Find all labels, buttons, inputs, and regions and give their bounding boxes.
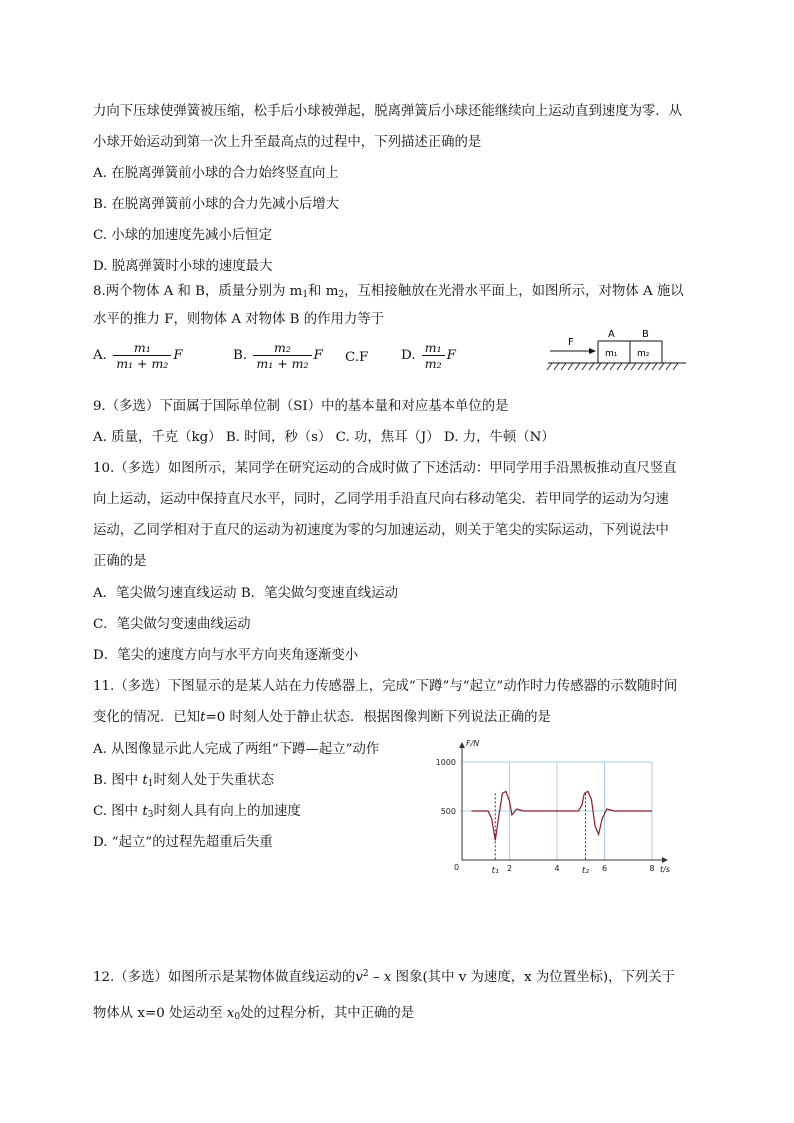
x-axis-arrow: [662, 857, 668, 863]
fraction-numerator: m₁: [422, 340, 445, 356]
q11-option-c-a: C. 图中: [93, 804, 143, 819]
y-tick-label: 1000: [435, 758, 456, 767]
q8-sub2: 2: [338, 290, 345, 300]
q11-option-c: [93, 803, 301, 824]
hatch-mark: [631, 363, 636, 370]
hatch-mark: [589, 363, 594, 370]
diagram-label-a: A: [608, 329, 615, 340]
q11-text-b: =0 时刻人处于静止状态．根据图像判断下列说法正确的是: [205, 710, 551, 725]
hatch-mark: [673, 363, 678, 370]
hatch-mark: [638, 363, 643, 370]
q8-option-d-fraction: [422, 340, 445, 371]
q11-option-c-b: 时刻人具有向上的加速度: [153, 804, 301, 819]
fraction-denominator: m₁ + m₂: [256, 356, 309, 371]
q12-text-line2: [93, 1005, 414, 1026]
q7-option-d: D. 脱离弹簧时小球的速度最大: [93, 259, 273, 274]
q8-option-a: [93, 340, 183, 371]
q8-text-a: 8.两个物体 A 和 B，质量分别为 m: [93, 284, 303, 299]
q10-options-ab: A．笔尖做匀速直线运动 B．笔尖做匀变速直线运动: [93, 586, 398, 601]
block-a-label: m₁: [605, 349, 618, 359]
q11-option-b-a: B. 图中: [93, 773, 143, 788]
q11-t-symbol: t: [200, 710, 206, 725]
q7-text-line1: 力向下压球使弹簧被压缩，松手后小球被弹起，脱离弹簧后小球还能继续向上运动直到速度为零．从: [93, 104, 683, 119]
chart-tick-labels: [436, 739, 670, 874]
q12-text-d: 处的过程分析，其中正确的是: [240, 1006, 415, 1021]
chart-series: [472, 791, 653, 840]
hatch-mark: [561, 363, 566, 370]
q7-option-a: A. 在脱离弹簧前小球的合力始终竖直向上: [93, 166, 339, 181]
diagram-force-label: F: [568, 337, 574, 348]
x-tick-label: 2: [506, 864, 513, 873]
hatch-mark: [547, 363, 552, 370]
q12-text-b: 图象(其中 v 为速度，x 为位置坐标)，下列关于: [391, 970, 676, 985]
q12-text-a: 12.（多选）如图所示是某物体做直线运动的: [93, 970, 356, 985]
ground-hatching: [547, 363, 678, 370]
q10-text-line2: 向上运动，运动中保持直尺水平，同时，乙同学用手沿直尺向右移动笔尖．若甲同学的运动为匀速: [93, 492, 669, 507]
annotation-label: t₂: [581, 866, 590, 876]
hatch-mark: [659, 363, 664, 370]
hatch-mark: [645, 363, 650, 370]
q12-text-line1: [93, 965, 675, 987]
q10-option-c: C．笔尖做匀变速曲线运动: [93, 617, 251, 632]
q12-x0-symbol: x: [226, 1006, 235, 1021]
q12-x-symbol: x: [383, 970, 392, 985]
annotation-label: t₁: [491, 866, 499, 876]
force-time-chart: [420, 730, 682, 880]
diagram-label-b: B: [642, 329, 649, 340]
q8-option-b-label: B.: [233, 348, 248, 363]
series-line: [472, 791, 653, 840]
hatch-mark: [666, 363, 671, 370]
q8-sub1: 1: [302, 290, 309, 300]
q9-options: A. 质量，千克（kg） B. 时间，秒（s） C. 功，焦耳（J） D. 力，牛顿（N）: [93, 430, 555, 445]
hatch-mark: [603, 363, 608, 370]
q12-v-sup: 2: [362, 969, 369, 979]
q8-option-d-label: D.: [401, 348, 416, 363]
q8-option-d: [401, 340, 456, 371]
q8-option-b: [233, 340, 323, 371]
hatch-mark: [652, 363, 657, 370]
q8-option-a-label: A.: [93, 348, 107, 363]
q8-option-b-fraction: [253, 340, 311, 371]
q8-option-c: C.F: [345, 350, 369, 365]
hatch-mark: [554, 363, 559, 370]
q7-option-c: C. 小球的加速度先减小后恒定: [93, 228, 272, 243]
q8-text-line1: [93, 283, 684, 304]
q11-option-b-sub: 1: [147, 779, 154, 789]
hatch-mark: [575, 363, 580, 370]
block-b-label: m₂: [637, 349, 650, 359]
fraction-denominator: m₂: [424, 356, 442, 371]
hatch-mark: [582, 363, 587, 370]
q11-text-line1: 11.（多选）下图显示的是某人站在力传感器上，完成“下蹲”与“起立”动作时力传感器的示数随时间: [93, 679, 678, 694]
fraction-denominator: m₁ + m₂: [116, 356, 169, 371]
q11-option-b-t: t: [142, 773, 148, 788]
x-tick-label: 6: [601, 864, 608, 873]
q11-option-c-sub: 3: [147, 810, 154, 820]
chart-axes: [459, 742, 668, 863]
q10-text-line4: 正确的是: [93, 554, 147, 569]
q11-option-b-b: 时刻人处于失重状态: [153, 773, 275, 788]
q11-option-a: A. 从图像显示此人完成了两组“下蹲—起立”动作: [93, 742, 380, 757]
force-arrow-head: [589, 348, 596, 354]
q9-text-line1: 9.（多选）下面属于国际单位制（SI）中的基本量和对应基本单位的是: [93, 399, 509, 414]
q12-v-symbol: v: [355, 970, 363, 985]
q12-text-c: 物体从 x=0 处运动至: [93, 1006, 227, 1021]
fraction-numerator: m₂: [253, 340, 311, 356]
q11-option-c-t: t: [142, 804, 148, 819]
q10-text-line1: 10.（多选）如图所示，某同学在研究运动的合成时做了下述活动：甲同学用手沿黑板推动直尺竖直: [93, 461, 677, 476]
q11-text-a: 变化的情况．已知: [93, 710, 201, 725]
x-tick-label: 8: [649, 864, 655, 873]
q8-text-b: 和 m: [308, 284, 339, 299]
q11-option-d: D. “起立”的过程先超重后失重: [93, 835, 273, 850]
hatch-mark: [568, 363, 573, 370]
hatch-mark: [596, 363, 601, 370]
origin-label: 0: [454, 863, 460, 872]
hatch-mark: [617, 363, 622, 370]
y-axis-arrow: [459, 742, 465, 748]
fraction-numerator: m₁: [113, 340, 171, 356]
q12-minus: –: [368, 970, 384, 985]
x-axis-label: t/s: [660, 865, 670, 874]
q8-text-c: ，互相接触放在光滑水平面上，如图所示，对物体 A 施以: [344, 284, 684, 299]
q8-option-a-f: F: [173, 348, 183, 363]
y-axis-label: F/N: [466, 739, 480, 748]
hatch-mark: [610, 363, 615, 370]
blocks-diagram: [546, 325, 688, 377]
q8-option-a-fraction: [113, 340, 171, 371]
q10-option-d: D．笔尖的速度方向与水平方向夹角逐渐变小: [93, 648, 359, 663]
q7-text-line2: 小球开始运动到第一次上升至最高点的过程中，下列描述正确的是: [93, 135, 482, 150]
y-tick-label: 500: [440, 807, 456, 816]
q7-option-b: B. 在脱离弹簧前小球的合力先减小后增大: [93, 197, 339, 212]
hatch-mark: [624, 363, 629, 370]
q11-text-line2: [93, 709, 551, 727]
q8-text-line2: 水平的推力 F，则物体 A 对物体 B 的作用力等于: [93, 312, 385, 327]
q12-x0-sub: 0: [234, 1012, 241, 1022]
q8-option-b-f: F: [313, 348, 323, 363]
q10-text-line3: 运动，乙同学相对于直尺的运动为初速度为零的匀加速运动，则关于笔尖的实际运动，下列说法中: [93, 523, 669, 538]
q8-option-d-f: F: [446, 348, 456, 363]
x-tick-label: 4: [554, 864, 560, 873]
q11-option-b: [93, 772, 274, 793]
